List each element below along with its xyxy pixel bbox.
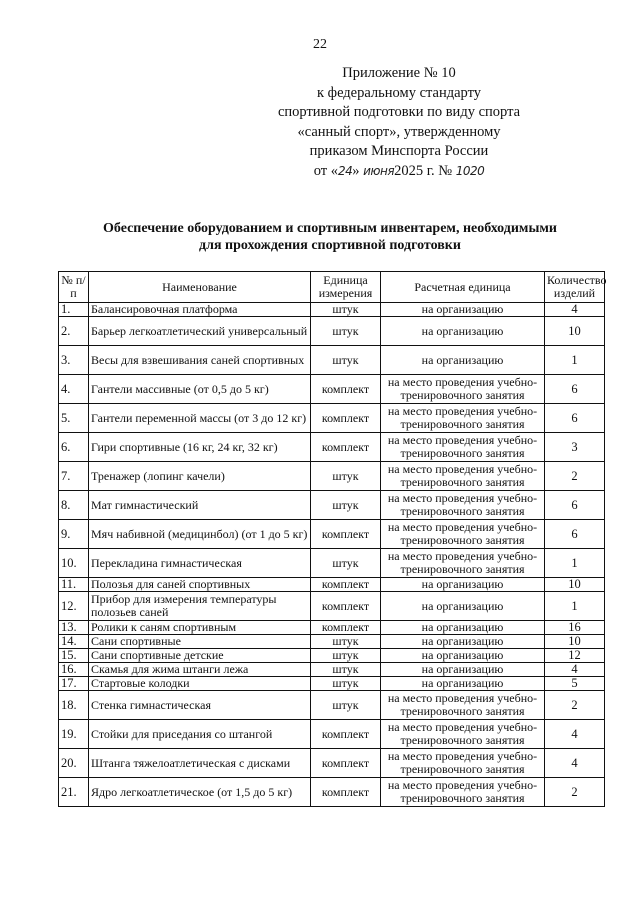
header-qty: Количество изделий xyxy=(545,272,605,303)
row-num: 13. xyxy=(59,621,89,635)
row-calc: на организацию xyxy=(381,592,545,621)
table-row xyxy=(59,720,605,749)
row-num: 1. xyxy=(59,303,89,317)
table-row xyxy=(59,303,605,317)
row-unit: штук xyxy=(311,663,381,677)
row-num: 10. xyxy=(59,549,89,578)
row-calc: на место проведения учебно-тренировочного занятия xyxy=(381,433,545,462)
row-name: Стартовые колодки xyxy=(89,677,311,691)
row-name: Перекладина гимнастическая xyxy=(89,549,311,578)
row-num: 21. xyxy=(59,778,89,807)
row-unit: штук xyxy=(311,549,381,578)
row-name: Гантели переменной массы (от 3 до 12 кг) xyxy=(89,404,311,433)
table-row xyxy=(59,749,605,778)
row-name: Стенка гимнастическая xyxy=(89,691,311,720)
row-num: 9. xyxy=(59,520,89,549)
appendix-line: приказом Минспорта России xyxy=(309,143,489,159)
row-num: 17. xyxy=(59,677,89,691)
handwritten-month: июня xyxy=(363,163,395,178)
table-row xyxy=(59,433,605,462)
title-line: для прохождения спортивной подготовки xyxy=(199,238,461,253)
table-row xyxy=(59,778,605,807)
row-unit: комплект xyxy=(311,520,381,549)
row-qty: 10 xyxy=(545,635,605,649)
row-name: Весы для взвешивания саней спортивных xyxy=(89,346,311,375)
row-qty: 12 xyxy=(545,649,605,663)
row-calc: на место проведения учебно-тренировочного занятия xyxy=(381,375,545,404)
row-qty: 6 xyxy=(545,520,605,549)
row-num: 5. xyxy=(59,404,89,433)
row-num: 16. xyxy=(59,663,89,677)
table-row xyxy=(59,549,605,578)
table-row xyxy=(59,663,605,677)
row-calc: на организацию xyxy=(381,317,545,346)
row-calc: на место проведения учебно-тренировочного занятия xyxy=(381,404,545,433)
row-unit: штук xyxy=(311,677,381,691)
row-qty: 2 xyxy=(545,778,605,807)
row-num: 20. xyxy=(59,749,89,778)
row-num: 19. xyxy=(59,720,89,749)
table-row xyxy=(59,621,605,635)
row-name: Тренажер (лопинг качели) xyxy=(89,462,311,491)
table-header-row xyxy=(59,272,605,303)
row-calc: на место проведения учебно-тренировочного занятия xyxy=(381,749,545,778)
row-name: Стойки для приседания со штангой xyxy=(89,720,311,749)
row-unit: комплект xyxy=(311,720,381,749)
date-quote-close: » xyxy=(352,162,360,179)
row-qty: 10 xyxy=(545,578,605,592)
row-unit: комплект xyxy=(311,592,381,621)
appendix-line: Приложение № 10 xyxy=(342,65,456,81)
row-qty: 1 xyxy=(545,592,605,621)
row-name: Сани спортивные детские xyxy=(89,649,311,663)
row-qty: 4 xyxy=(545,749,605,778)
row-num: 6. xyxy=(59,433,89,462)
row-name: Ядро легкоатлетическое (от 1,5 до 5 кг) xyxy=(89,778,311,807)
appendix-line: «санный спорт», утвержденному xyxy=(297,123,501,140)
table-row xyxy=(59,462,605,491)
row-qty: 4 xyxy=(545,303,605,317)
table-row xyxy=(59,649,605,663)
appendix-header xyxy=(234,64,564,181)
row-num: 14. xyxy=(59,635,89,649)
table-row xyxy=(59,491,605,520)
table-row xyxy=(59,346,605,375)
title-line: Обеспечение оборудованием и спортивным инвентарем, необходимыми xyxy=(103,221,557,236)
handwritten-order-number: 1020 xyxy=(455,163,485,178)
row-unit: комплект xyxy=(311,404,381,433)
row-calc: на организацию xyxy=(381,621,545,635)
page-number: 22 xyxy=(313,37,327,52)
row-num: 2. xyxy=(59,317,89,346)
row-unit: комплект xyxy=(311,778,381,807)
row-unit: штук xyxy=(311,462,381,491)
row-name: Полозья для саней спортивных xyxy=(89,578,311,592)
row-calc: на место проведения учебно-тренировочного занятия xyxy=(381,549,545,578)
header-unit: Единица измерения xyxy=(311,272,381,303)
row-calc: на организацию xyxy=(381,663,545,677)
row-unit: штук xyxy=(311,303,381,317)
row-name: Мат гимнастический xyxy=(89,491,311,520)
row-num: 7. xyxy=(59,462,89,491)
date-year: 2025 г. № xyxy=(394,162,453,179)
row-qty: 4 xyxy=(545,663,605,677)
row-name: Гири спортивные (16 кг, 24 кг, 32 кг) xyxy=(89,433,311,462)
row-calc: на организацию xyxy=(381,578,545,592)
row-calc: на организацию xyxy=(381,346,545,375)
row-unit: штук xyxy=(311,635,381,649)
header-calc: Расчетная единица xyxy=(381,272,545,303)
row-unit: штук xyxy=(311,691,381,720)
row-num: 8. xyxy=(59,491,89,520)
table-row xyxy=(59,592,605,621)
row-calc: на место проведения учебно-тренировочного занятия xyxy=(381,691,545,720)
row-qty: 10 xyxy=(545,317,605,346)
table-row xyxy=(59,375,605,404)
row-unit: штук xyxy=(311,491,381,520)
row-qty: 1 xyxy=(545,549,605,578)
row-unit: штук xyxy=(311,649,381,663)
handwritten-day: 24 xyxy=(337,163,353,178)
row-name: Сани спортивные xyxy=(89,635,311,649)
row-qty: 6 xyxy=(545,491,605,520)
row-calc: на организацию xyxy=(381,677,545,691)
row-name: Ролики к саням спортивным xyxy=(89,621,311,635)
row-unit: комплект xyxy=(311,375,381,404)
row-qty: 5 xyxy=(545,677,605,691)
row-qty: 4 xyxy=(545,720,605,749)
row-unit: комплект xyxy=(311,433,381,462)
row-num: 3. xyxy=(59,346,89,375)
row-unit: комплект xyxy=(311,621,381,635)
table-row xyxy=(59,578,605,592)
row-name: Скамья для жима штанги лежа xyxy=(89,663,311,677)
row-qty: 6 xyxy=(545,375,605,404)
row-name: Прибор для измерения температуры полозьев саней xyxy=(89,592,311,621)
row-unit: комплект xyxy=(311,578,381,592)
row-name: Балансировочная платформа xyxy=(89,303,311,317)
row-name: Гантели массивные (от 0,5 до 5 кг) xyxy=(89,375,311,404)
date-prefix: от « xyxy=(313,162,338,179)
row-unit: комплект xyxy=(311,749,381,778)
row-num: 18. xyxy=(59,691,89,720)
row-qty: 3 xyxy=(545,433,605,462)
row-calc: на организацию xyxy=(381,635,545,649)
row-calc: на организацию xyxy=(381,303,545,317)
row-num: 11. xyxy=(59,578,89,592)
row-unit: штук xyxy=(311,346,381,375)
row-qty: 16 xyxy=(545,621,605,635)
row-calc: на место проведения учебно-тренировочного занятия xyxy=(381,462,545,491)
table-row xyxy=(59,635,605,649)
order-date-line xyxy=(234,162,564,182)
appendix-line: к федеральному стандарту xyxy=(317,84,481,101)
header-num: № п/п xyxy=(59,272,89,303)
equipment-table xyxy=(58,271,605,807)
row-calc: на организацию xyxy=(381,649,545,663)
header-name: Наименование xyxy=(89,272,311,303)
table-row xyxy=(59,317,605,346)
row-name: Штанга тяжелоатлетическая с дисками xyxy=(89,749,311,778)
row-calc: на место проведения учебно-тренировочного занятия xyxy=(381,491,545,520)
row-qty: 6 xyxy=(545,404,605,433)
row-name: Мяч набивной (медицинбол) (от 1 до 5 кг) xyxy=(89,520,311,549)
row-num: 4. xyxy=(59,375,89,404)
table-row xyxy=(59,520,605,549)
row-qty: 2 xyxy=(545,462,605,491)
appendix-line: спортивной подготовки по виду спорта xyxy=(277,104,521,120)
table-row xyxy=(59,677,605,691)
row-num: 12. xyxy=(59,592,89,621)
table-row xyxy=(59,691,605,720)
document-title xyxy=(60,220,600,254)
row-name: Барьер легкоатлетический универсальный xyxy=(89,317,311,346)
row-qty: 1 xyxy=(545,346,605,375)
row-qty: 2 xyxy=(545,691,605,720)
row-unit: штук xyxy=(311,317,381,346)
row-calc: на место проведения учебно-тренировочного занятия xyxy=(381,778,545,807)
row-calc: на место проведения учебно-тренировочного занятия xyxy=(381,720,545,749)
row-calc: на место проведения учебно-тренировочного занятия xyxy=(381,520,545,549)
table-row xyxy=(59,404,605,433)
row-num: 15. xyxy=(59,649,89,663)
